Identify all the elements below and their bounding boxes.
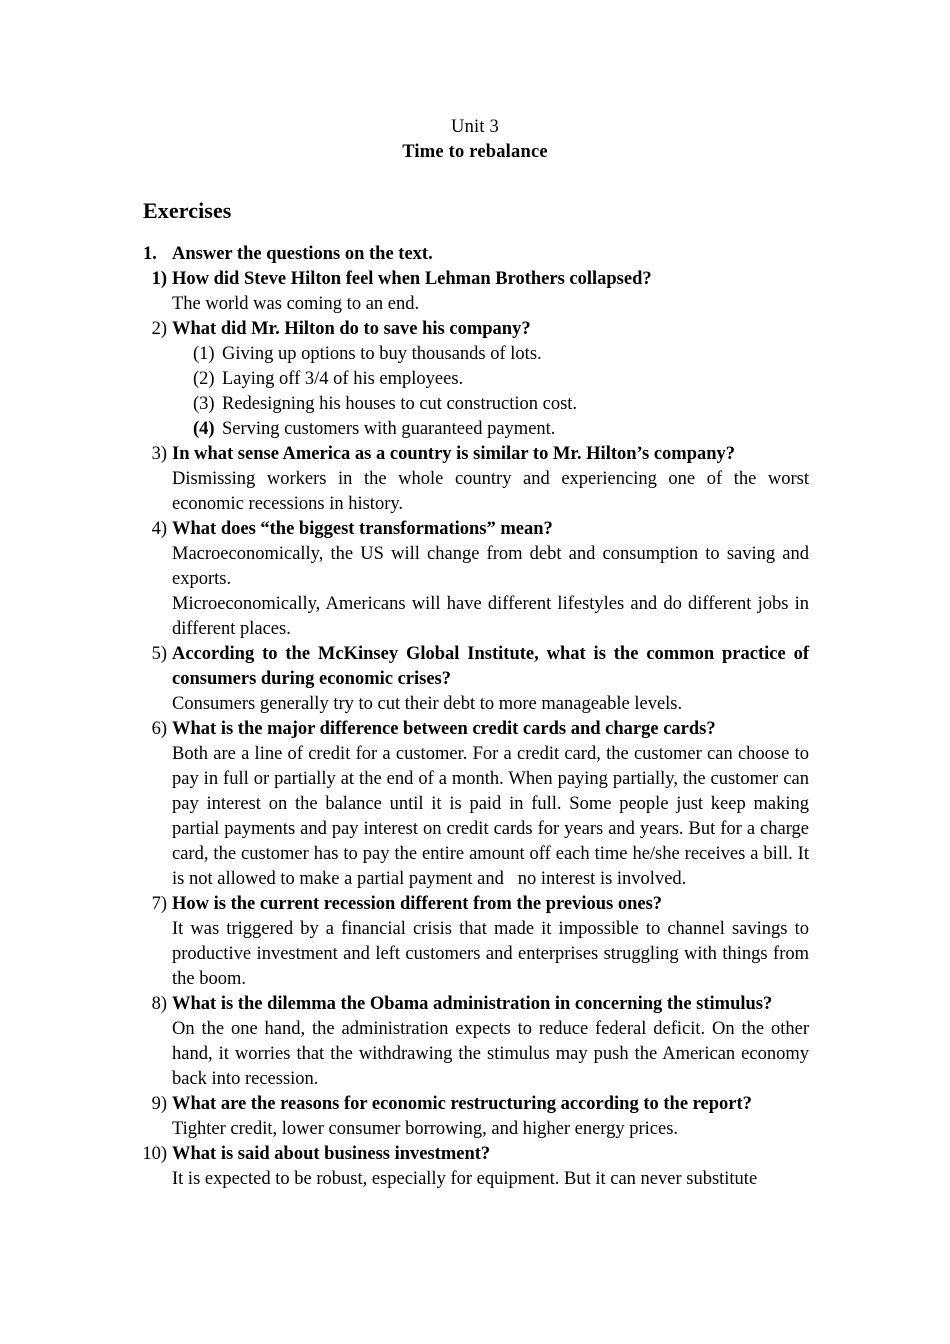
sub-answer-marker: (2) bbox=[193, 369, 215, 389]
question-text: What did Mr. Hilton do to save his company? bbox=[172, 319, 531, 339]
question-item bbox=[143, 992, 809, 1092]
exercise-number: 1. bbox=[143, 244, 157, 264]
answer-text: It is expected to be robust, especially for equipment. But it can never substitute bbox=[172, 1169, 758, 1189]
exercise-instruction: Answer the questions on the text. bbox=[172, 244, 433, 264]
question-item bbox=[143, 267, 809, 317]
sub-answer-item bbox=[193, 367, 809, 392]
question-text: How did Steve Hilton feel when Lehman Brothers collapsed? bbox=[172, 269, 652, 289]
answer-text: Microeconomically, Americans will have different lifestyles and do different jobs in different places. bbox=[172, 594, 809, 639]
question-text: How is the current recession different from the previous ones? bbox=[172, 894, 663, 914]
question-text: What is the major difference between credit cards and charge cards? bbox=[172, 719, 716, 739]
question-text: What is said about business investment? bbox=[172, 1144, 491, 1164]
question-item bbox=[143, 642, 809, 717]
answer-text: Both are a line of credit for a customer. For a credit card, the customer can choose to pay in full or partially at the end of a month. When paying partially, the customer can pay interest on the balance until it is paid in full. Some people just keep making partial payments and pay interest on credit cards for years and years. But for a charge card, the customer has to pay the entire amount off each time he/she receives a bill. It is not allowed to make a partial payment and no interest is involved. bbox=[172, 744, 809, 889]
question-marker: 2) bbox=[151, 319, 167, 339]
sub-answer-item bbox=[193, 392, 809, 417]
exercise-instruction-item bbox=[143, 242, 809, 267]
answer-text: It was triggered by a financial crisis that made it impossible to channel savings to productive investment and left customers and enterprises struggling with things from the boom. bbox=[172, 919, 809, 989]
sub-answer-text: Giving up options to buy thousands of lots. bbox=[222, 344, 542, 364]
sub-answer-marker: (3) bbox=[193, 394, 215, 414]
question-marker: 7) bbox=[151, 894, 167, 914]
section-heading: Exercises bbox=[143, 198, 232, 223]
answer-text: Consumers generally try to cut their debt to more manageable levels. bbox=[172, 694, 683, 714]
question-item bbox=[143, 892, 809, 992]
sub-answer-marker: (1) bbox=[193, 344, 215, 364]
question-item bbox=[143, 717, 809, 892]
question-text: In what sense America as a country is similar to Mr. Hilton’s company? bbox=[172, 444, 736, 464]
document-header bbox=[0, 115, 950, 165]
question-marker: 1) bbox=[151, 269, 167, 289]
sub-answer-item bbox=[193, 417, 809, 442]
answer-text: On the one hand, the administration expects to reduce federal deficit. On the other hand, it worries that the withdrawing the stimulus may push the American economy back into recession. bbox=[172, 1019, 809, 1089]
sub-answer-text: Serving customers with guaranteed payment. bbox=[222, 419, 556, 439]
question-item bbox=[143, 317, 809, 442]
spacer bbox=[504, 869, 518, 889]
sub-answer-text: Redesigning his houses to cut construction cost. bbox=[222, 394, 578, 414]
question-marker: 5) bbox=[151, 644, 167, 664]
question-item bbox=[143, 1142, 809, 1192]
unit-label: Unit 3 bbox=[451, 117, 499, 137]
answer-text: Macroeconomically, the US will change from debt and consumption to saving and exports. bbox=[172, 544, 809, 589]
sub-answer-item bbox=[193, 342, 809, 367]
answer-text: Tighter credit, lower consumer borrowing, and higher energy prices. bbox=[172, 1119, 679, 1139]
sub-answer-marker: (4) bbox=[193, 419, 215, 439]
question-text: What does “the biggest transformations” mean? bbox=[172, 519, 553, 539]
question-marker: 8) bbox=[151, 994, 167, 1014]
document-title: Time to rebalance bbox=[402, 142, 548, 162]
answer-text: The world was coming to an end. bbox=[172, 294, 420, 314]
question-text: What is the dilemma the Obama administration in concerning the stimulus? bbox=[172, 994, 773, 1014]
question-item bbox=[143, 442, 809, 517]
answer-text: Dismissing workers in the whole country and experiencing one of the worst economic recessions in history. bbox=[172, 469, 809, 514]
question-text: What are the reasons for economic restructuring according to the report? bbox=[172, 1094, 752, 1114]
question-list bbox=[143, 267, 809, 1192]
document-body bbox=[143, 198, 809, 1192]
question-item bbox=[143, 1092, 809, 1142]
question-item bbox=[143, 517, 809, 642]
question-marker: 3) bbox=[151, 444, 167, 464]
question-marker: 6) bbox=[151, 719, 167, 739]
sub-answer-text: Laying off 3/4 of his employees. bbox=[222, 369, 464, 389]
question-text: According to the McKinsey Global Institute, what is the common practice of consumers during economic crises? bbox=[172, 644, 809, 689]
question-marker: 9) bbox=[151, 1094, 167, 1114]
question-marker: 10) bbox=[142, 1144, 167, 1164]
question-marker: 4) bbox=[151, 519, 167, 539]
